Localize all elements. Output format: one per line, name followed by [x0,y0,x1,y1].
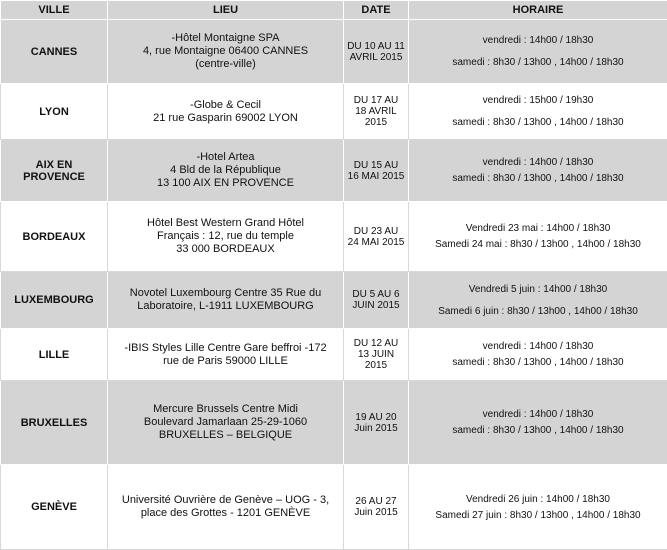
venue-cell [108,381,344,465]
table-row [1,202,667,272]
venue-cell [108,272,344,329]
table-row [1,20,667,84]
schedule-line: vendredi : 14h00 / 18h30 [482,35,594,46]
venue-cell [108,140,344,202]
date-line: DU 5 AU 6 [352,289,400,300]
date-line: JUIN 2015 [352,300,400,311]
venue-line: Université Ouvrière de Genève – UOG - 3, [121,494,330,506]
date-cell [344,140,409,202]
schedule-line: Vendredi 26 juin : 14h00 / 18h30 [465,493,610,505]
venue-line: Mercure Brussels Centre Midi [153,403,298,415]
venue-cell [108,465,344,550]
schedule-line: Vendredi 23 mai : 14h00 / 18h30 [465,223,611,234]
date-line: DU 12 AU [353,338,399,349]
venue-line: 21 rue Gasparin 69002 LYON [153,111,298,124]
venue-line: -IBIS Styles Lille Centre Gare beffroi -172 [124,341,327,354]
schedule-line: Samedi 24 mai : 8h30 / 13h00 , 14h00 / 18h30 [435,239,641,250]
date-cell [344,202,409,272]
venue-line: 4, rue Montaigne 06400 CANNES [142,45,309,57]
date-line: Juin 2015 [354,507,398,518]
table-row [1,465,667,550]
city-cell: LILLE [1,329,108,381]
schedule-cell [409,20,667,84]
venue-line: 4 Bld de la République [170,164,281,176]
table-row [1,84,667,140]
city-cell: BRUXELLES [1,381,108,465]
date-line: 13 JUIN [357,349,395,360]
venue-line: Boulevard Jamarlaan 25-29-1060 [143,416,308,428]
schedule-line: Vendredi 5 juin : 14h00 / 18h30 [468,283,608,295]
date-line: 26 AU 27 [355,496,397,507]
schedule-line: vendredi : 14h00 / 18h30 [482,341,594,352]
venue-line: Laboratoire, L-1911 LUXEMBOURG [137,300,314,312]
header-lieu: LIEU [108,1,344,20]
schedule-line: Samedi 27 juin : 8h30 / 13h00 , 14h00 / 18h30 [435,509,641,521]
table-row [1,140,667,202]
venue-line: -Hôtel Montaigne SPA [171,32,280,44]
schedule-cell [409,84,667,140]
venue-line: 33 000 BORDEAUX [176,243,275,255]
date-line: 19 AU 20 [355,411,397,423]
schedule-line: Samedi 6 juin : 8h30 / 13h00 , 14h00 / 18h30 [438,305,638,317]
venue-line: -Hotel Artea [196,151,255,163]
schedule-cell [409,272,667,329]
city-cell: GENÈVE [1,465,108,550]
date-line: AVRIL 2015 [349,51,403,63]
schedule-cell [409,140,667,202]
venue-cell [108,329,344,381]
schedule-line: vendredi : 14h00 / 18h30 [482,157,594,168]
city-cell: CANNES [1,20,108,84]
venue-line: Novotel Luxembourg Centre 35 Rue du [129,287,322,299]
header-date: DATE [344,1,409,20]
date-cell [344,84,409,140]
date-cell [344,329,409,381]
header-ville: VILLE [1,1,108,20]
venue-line: -Globe & Cecil [190,98,261,111]
schedule-line: vendredi : 15h00 / 19h30 [482,95,594,106]
city-cell: BORDEAUX [1,202,108,272]
date-cell [344,465,409,550]
date-line: 18 AVRIL [355,106,397,117]
schedule-cell [409,202,667,272]
venue-cell [108,20,344,84]
date-line: 24 MAI 2015 [347,236,405,248]
venue-line: 13 100 AIX EN PROVENCE [157,177,294,189]
schedule-line: samedi : 8h30 / 13h00 , 14h00 / 18h30 [452,357,624,368]
schedule-line: samedi : 8h30 / 13h00 , 14h00 / 18h30 [452,57,624,68]
header-horaire: HORAIRE [409,1,667,20]
schedule-cell [409,329,667,381]
schedule-cell [409,465,667,550]
venue-line: rue de Paris 59000 LILLE [163,354,288,367]
city-cell: AIX EN PROVENCE [1,140,108,202]
date-line: 2015 [364,117,388,128]
schedule-line: samedi : 8h30 / 13h00 , 14h00 / 18h30 [452,117,624,128]
venue-line: Français : 12, rue du temple [157,230,294,242]
date-line: 2015 [364,360,388,371]
date-cell [344,272,409,329]
date-line: DU 15 AU [353,159,399,171]
venue-cell [108,84,344,140]
venue-cell [108,202,344,272]
date-line: 16 MAI 2015 [347,170,405,182]
table-row [1,272,667,329]
city-cell: LUXEMBOURG [1,272,108,329]
date-line: DU 23 AU [353,225,399,237]
table-row [1,329,667,381]
date-line: Juin 2015 [354,422,398,434]
schedule-line: vendredi : 14h00 / 18h30 [482,409,594,420]
schedule-cell [409,381,667,465]
schedule-line: samedi : 8h30 / 13h00 , 14h00 / 18h30 [452,173,624,184]
city-cell: LYON [1,84,108,140]
date-line: DU 17 AU [353,95,399,106]
venue-line: (centre-ville) [195,58,256,70]
venue-line: place des Grottes - 1201 GENÈVE [140,507,311,519]
table-row [1,381,667,465]
header-row [1,1,667,20]
venue-line: BRUXELLES – BELGIQUE [158,429,293,441]
date-line: DU 10 AU 11 [347,40,405,52]
venue-line: Hôtel Best Western Grand Hôtel [147,217,304,229]
date-cell [344,381,409,465]
date-cell [344,20,409,84]
schedule-line: samedi : 8h30 / 13h00 , 14h00 / 18h30 [452,425,624,436]
